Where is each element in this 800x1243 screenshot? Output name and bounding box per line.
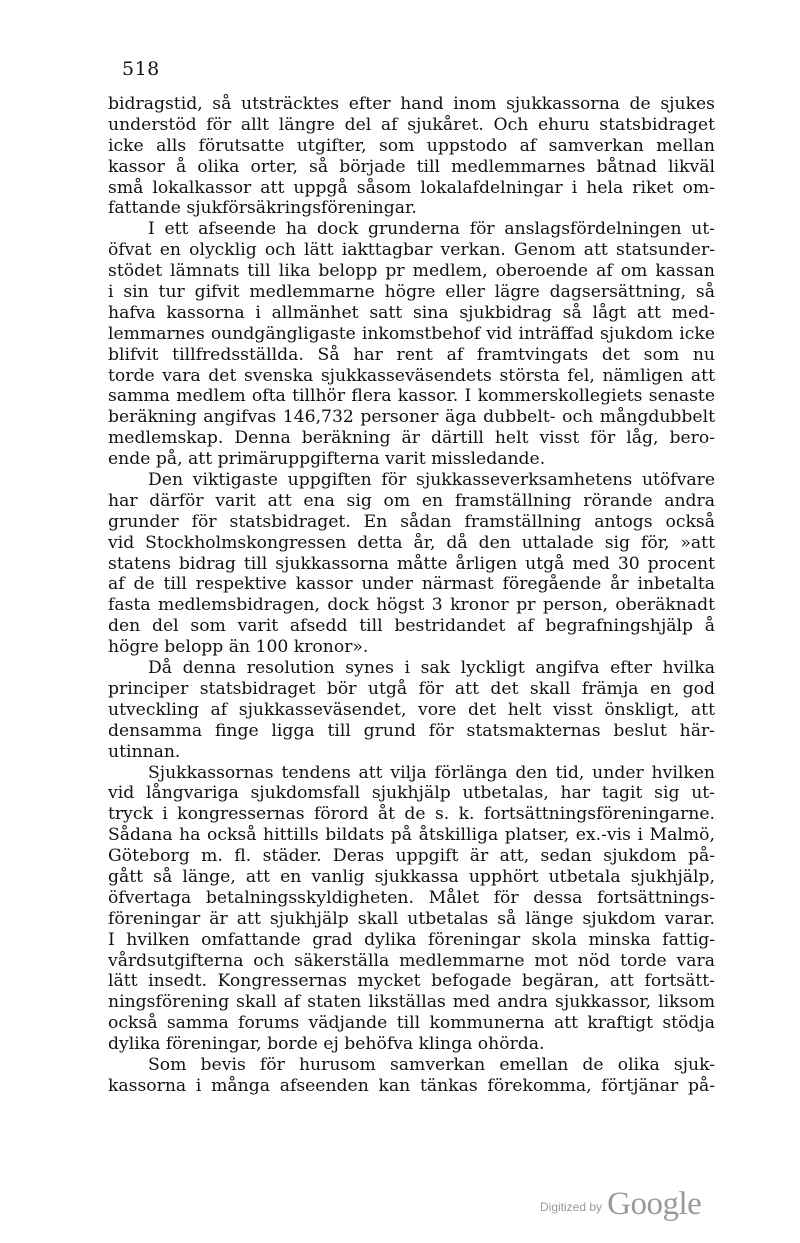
text-line: vid långvariga sjukdomsfall sjukhjälp utbetalas, har tagit sig ut- xyxy=(108,783,715,804)
text-line: Den viktigaste uppgiften för sjukkasseverksamhetens utöfvare xyxy=(148,470,715,491)
text-line: lemmarnes oundgängligaste inkomstbehof vid inträffad sjukdom icke xyxy=(108,323,715,344)
text-line: samma medlem ofta tillhör flera kassor. I kommerskollegiets senaste xyxy=(108,386,715,407)
text-line: Göteborg m. fl. städer. Deras uppgift är att, sedan sjukdom på- xyxy=(108,846,715,867)
text-line: lätt insedt. Kongressernas mycket befogade begäran, att fortsätt- xyxy=(108,971,715,992)
text-line: fattande sjukförsäkringsföreningar. xyxy=(108,198,417,219)
text-line: statens bidrag till sjukkassorna måtte årligen utgå med 30 procent xyxy=(108,553,715,574)
text-line: beräkning angifvas 146,732 personer äga dubbelt- och mångdubbelt xyxy=(108,407,715,428)
page-number: 518 xyxy=(122,58,160,80)
text-line: principer statsbidraget bör utgå för att det skall främja en god xyxy=(108,678,715,699)
google-logo: Google xyxy=(607,1186,702,1222)
text-line: ningsförening skall af staten likställas med andra sjukkassor, liksom xyxy=(108,992,715,1013)
text-line: utinnan. xyxy=(108,741,181,762)
text-line: medlemskap. Denna beräkning är därtill helt visst för låg, bero- xyxy=(108,428,715,449)
text-line: I hvilken omfattande grad dylika föreningar skola minska fattig- xyxy=(108,929,715,950)
text-line: små lokalkassor att uppgå såsom lokalafdelningar i hela riket om- xyxy=(108,177,715,198)
text-line: vid Stockholmskongressen detta år, då den uttalade sig för, »att xyxy=(108,532,715,553)
text-line: Som bevis för hurusom samverkan emellan de olika sjuk- xyxy=(148,1054,715,1075)
text-line: gått så länge, att en vanlig sjukkassa upphört utbetala sjukhjälp, xyxy=(108,866,715,887)
text-line: öfvat en olycklig och lätt iakttagbar verkan. Genom att statsunder- xyxy=(108,240,715,261)
text-line: I ett afseende ha dock grunderna för anslagsfördelningen ut- xyxy=(148,219,715,240)
text-line: tryck i kongressernas förord åt de s. k. fortsättningsföreningarne. xyxy=(108,804,715,825)
text-line: Sådana ha också hittills bildats på åtskilliga platser, ex.-vis i Malmö, xyxy=(108,825,715,846)
watermark-prefix: Digitized by xyxy=(540,1200,603,1214)
text-line: Då denna resolution synes i sak lyckligt angifva efter hvilka xyxy=(148,658,715,679)
text-line: bidragstid, så utsträcktes efter hand inom sjukkassorna de sjukes xyxy=(108,94,715,114)
digitized-watermark xyxy=(540,1186,701,1223)
text-line: dylika föreningar, borde ej behöfva klinga ohörda. xyxy=(108,1034,545,1055)
text-line: har därför varit att ena sig om en framställning rörande andra xyxy=(108,490,715,511)
text-line: hafva kassorna i allmänhet satt sina sjukbidrag så lågt att med- xyxy=(108,302,715,323)
text-line: icke alls förutsatte utgifter, som uppstodo af samverkan mellan xyxy=(108,135,715,156)
text-line: högre belopp än 100 kronor». xyxy=(108,637,369,658)
text-line: blifvit tillfredsställda. Så har rent af framtvingats det som nu xyxy=(108,344,715,365)
text-line: kassor å olika orter, så började till medlemmarnes båtnad likväl xyxy=(108,156,715,177)
text-line: torde vara det svenska sjukkasseväsendets största fel, nämligen att xyxy=(108,365,715,386)
body-text xyxy=(108,94,715,1097)
text-line: Sjukkassornas tendens att vilja förlänga den tid, under hvilken xyxy=(148,762,715,783)
text-line: grunder för statsbidraget. En sådan framställning antogs också xyxy=(108,511,715,532)
text-line: vårdsutgifterna och säkerställa medlemmarne mot nöd torde vara xyxy=(108,950,715,971)
text-line: den del som varit afsedd till bestridandet af begrafningshjälp å xyxy=(108,616,715,637)
text-line: stödet lämnats till lika belopp pr medlem, oberoende af om kassan xyxy=(108,261,715,282)
text-line: också samma forums vädjande till kommunerna att kraftigt stödja xyxy=(108,1013,715,1034)
text-line: i sin tur gifvit medlemmarne högre eller lägre dagsersättning, så xyxy=(108,282,715,303)
text-line: utveckling af sjukkasseväsendet, vore det helt visst önskligt, att xyxy=(108,699,715,720)
text-line: understöd för allt längre del af sjukåret. Och ehuru statsbidraget xyxy=(108,114,715,135)
text-line: öfvertaga betalningsskyldigheten. Målet för dessa fortsättnings- xyxy=(108,887,715,908)
text-line: föreningar är att sjukhjälp skall utbetalas så länge sjukdom varar. xyxy=(108,908,715,929)
text-line: densamma finge ligga till grund för statsmakternas beslut här- xyxy=(108,720,715,741)
text-line: af de till respektive kassor under närmast föregående år inbetalta xyxy=(108,574,715,595)
text-line: ende på, att primäruppgifterna varit missledande. xyxy=(108,449,546,470)
text-line: kassorna i många afseenden kan tänkas förekomma, förtjänar på- xyxy=(108,1075,715,1096)
text-line: fasta medlemsbidragen, dock högst 3 kronor pr person, oberäknadt xyxy=(108,595,715,616)
